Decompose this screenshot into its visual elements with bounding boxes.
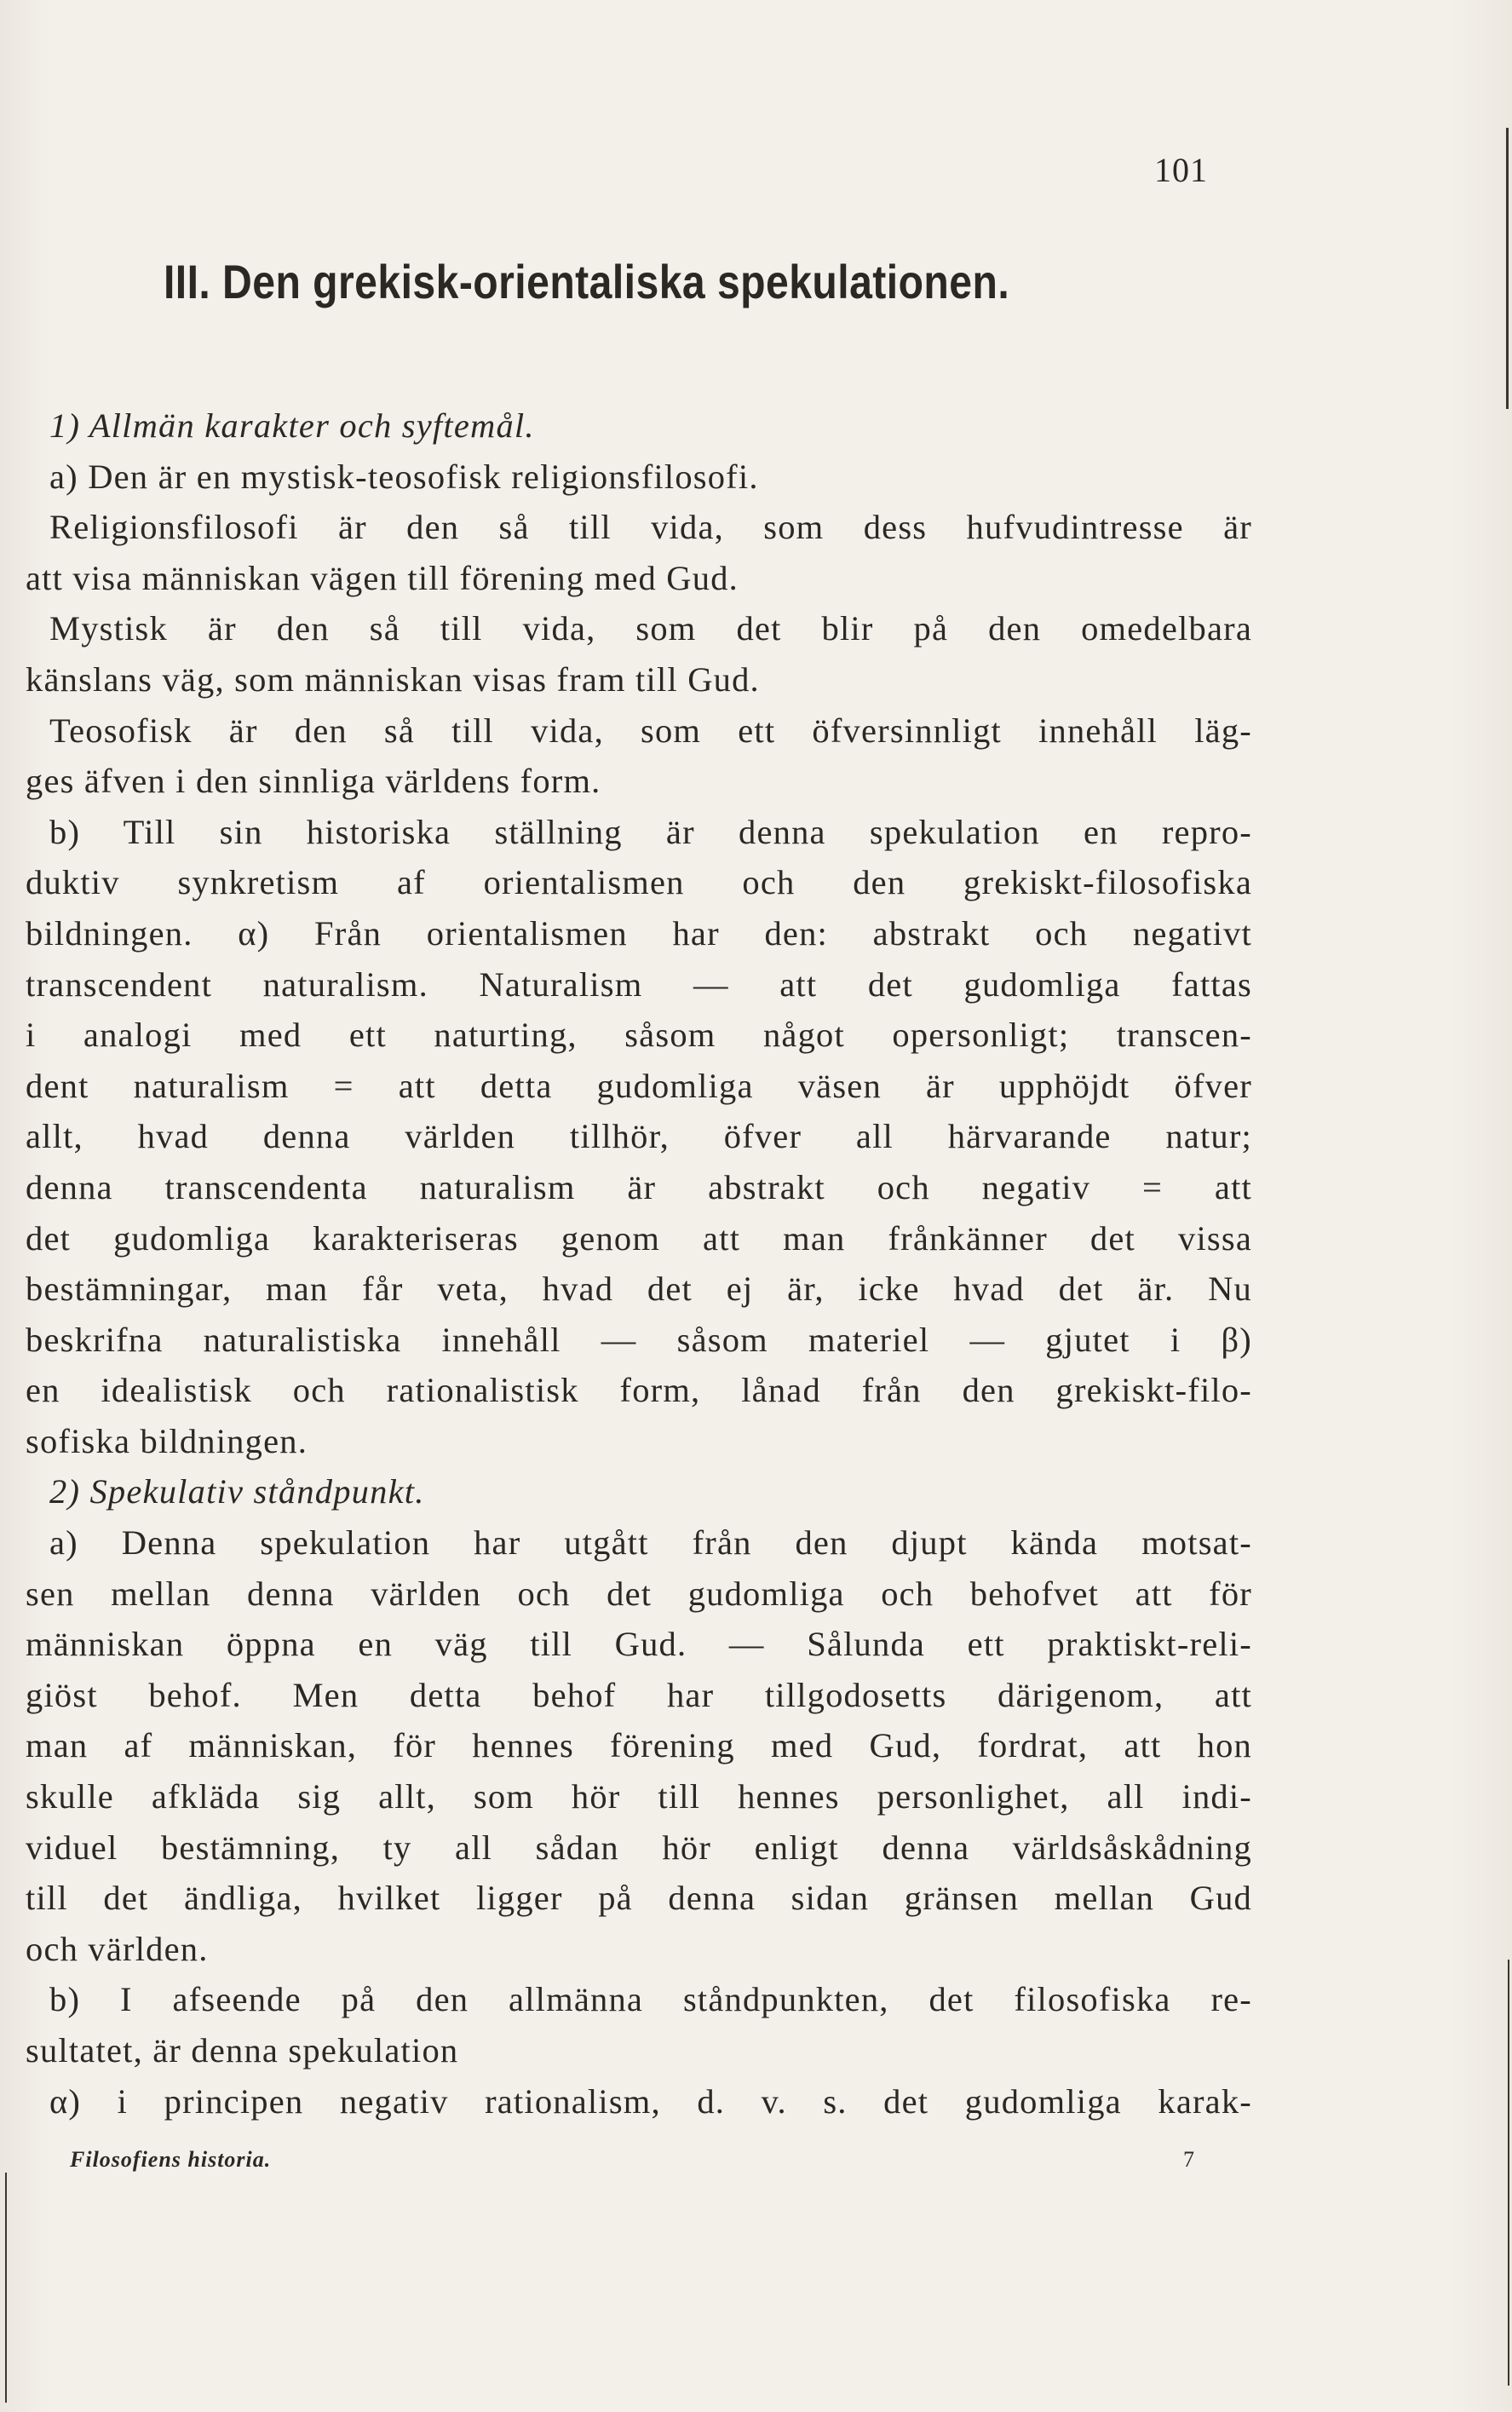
text-line: en idealistisk och rationalistisk form, lånad från den grekiskt-filo- bbox=[26, 1371, 1252, 1410]
text-line: till det ändliga, hvilket ligger på denna sidan gränsen mellan Gud bbox=[26, 1879, 1252, 1918]
body-text bbox=[26, 400, 1252, 2127]
margin-mark bbox=[1506, 128, 1509, 409]
text-line: människan öppna en väg till Gud. — Sålunda ett praktiskt-reli- bbox=[26, 1625, 1252, 1664]
text-line: b) Till sin historiska ställning är denna spekulation en repro- bbox=[49, 812, 1252, 851]
signature-mark: 7 bbox=[1183, 2147, 1194, 2172]
text-line: duktiv synkretism af orientalismen och den grekiskt-filosofiska bbox=[26, 863, 1252, 902]
text-line: ges äfven i den sinnliga världens form. bbox=[26, 762, 601, 801]
section-title: 2) Spekulativ ståndpunkt. bbox=[49, 1472, 425, 1511]
text-line: allt, hvad denna världen tillhör, öfver all härvarande natur; bbox=[26, 1117, 1252, 1156]
text-line: sofiska bildningen. bbox=[26, 1421, 308, 1460]
text-line: transcendent naturalism. Naturalism — att det gudomliga fattas bbox=[26, 964, 1252, 1004]
text-line: α) i principen negativ rationalism, d. v. s. det gudomliga karak- bbox=[49, 2081, 1252, 2121]
text-line: skulle afkläda sig allt, som hör till hennes personlighet, all indi- bbox=[26, 1777, 1252, 1816]
text-line: det gudomliga karakteriseras genom att man frånkänner det vissa bbox=[26, 1218, 1252, 1258]
text-line: och världen. bbox=[26, 1929, 209, 1968]
text-line: Teosofisk är den så till vida, som ett öfversinnligt innehåll läg- bbox=[49, 711, 1252, 750]
text-line: giöst behof. Men detta behof har tillgodosetts därigenom, att bbox=[26, 1675, 1252, 1714]
text-line: Mystisk är den så till vida, som det blir på den omedelbara bbox=[49, 609, 1252, 648]
section-title: 1) Allmän karakter och syftemål. bbox=[49, 406, 535, 445]
text-line: viduel bestämning, ty all sådan hör enligt denna världsåskådning bbox=[26, 1828, 1252, 1867]
text-line: bestämningar, man får veta, hvad det ej är, icke hvad det är. Nu bbox=[26, 1269, 1252, 1309]
text-line: i analogi med ett naturting, såsom något opersonligt; transcen- bbox=[26, 1016, 1252, 1055]
text-line: denna transcendenta naturalism är abstrakt och negativ = att bbox=[26, 1167, 1252, 1206]
text-line: dent naturalism = att detta gudomliga väsen är upphöjdt öfver bbox=[26, 1066, 1252, 1105]
text-line: känslans väg, som människan visas fram till Gud. bbox=[26, 659, 760, 699]
text-line: bildningen. α) Från orientalismen har den: abstrakt och negativt bbox=[26, 913, 1252, 953]
text-line: a) Denna spekulation har utgått från den djupt kända motsat- bbox=[49, 1523, 1252, 1563]
text-line: Religionsfilosofi är den så till vida, som dess hufvudintresse är bbox=[49, 508, 1252, 547]
page-number: 101 bbox=[1154, 151, 1208, 189]
text-line: beskrifna naturalistiska innehåll — såsom materiel — gjutet i β) bbox=[26, 1320, 1252, 1359]
text-line: att visa människan vägen till förening med Gud. bbox=[26, 558, 739, 597]
text-line: man af människan, för hennes förening med Gud, fordrat, att hon bbox=[26, 1726, 1252, 1765]
text-line: a) Den är en mystisk-teosofisk religionsfilosofi. bbox=[49, 457, 759, 496]
margin-mark bbox=[5, 2173, 7, 2403]
margin-mark bbox=[1508, 1960, 1509, 2386]
page-footer bbox=[70, 2147, 1228, 2181]
chapter-heading: III. Den grekisk-orientaliska spekulationen. bbox=[164, 255, 1010, 308]
text-line: sen mellan denna världen och det gudomliga och behofvet att för bbox=[26, 1574, 1252, 1613]
footer-title: Filosofiens historia. bbox=[70, 2147, 272, 2172]
text-line: b) I afseende på den allmänna ståndpunkten, det filosofiska re- bbox=[49, 1980, 1252, 2019]
text-line: sultatet, är denna spekulation bbox=[26, 2031, 459, 2069]
